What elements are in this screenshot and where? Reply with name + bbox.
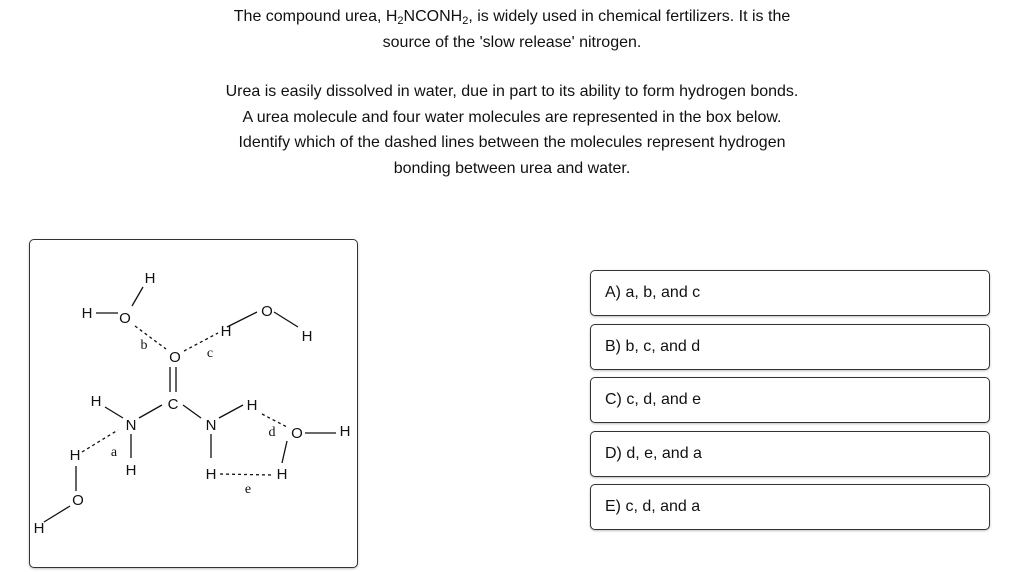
atom-o: O <box>169 349 181 366</box>
intro-line-2: source of the 'slow release' nitrogen. <box>382 33 642 51</box>
atom-o: O <box>119 310 131 327</box>
atom-h: H <box>81 305 93 322</box>
label-c: c <box>206 346 214 361</box>
answer-option-e[interactable]: E) c, d, and a <box>590 484 990 530</box>
atom-n: N <box>205 417 217 434</box>
question-line-1: Urea is easily dissolved in water, due in part to its ability to form hydrogen bonds. <box>225 83 799 100</box>
atom-h: H <box>339 423 351 440</box>
atom-c: C <box>167 396 179 413</box>
molecule-diagram <box>29 239 358 568</box>
atoms <box>34 270 351 537</box>
label-a: a <box>110 445 118 460</box>
label-e: e <box>244 482 252 497</box>
intro-paragraph <box>0 4 1024 55</box>
atom-h: H <box>90 393 102 410</box>
atom-h: H <box>69 447 81 464</box>
atom-h: H <box>33 520 45 537</box>
label-b: b <box>140 338 148 353</box>
atom-h: H <box>246 397 258 414</box>
question-line-3: Identify which of the dashed lines between the molecules represent hydrogen <box>238 134 786 151</box>
atom-h: H <box>205 466 217 483</box>
intro-line-1: The compound urea, $H_2NCONH_2$, is widely used in chemical fertilizers. It is the <box>233 8 791 27</box>
atom-o: O <box>291 425 303 442</box>
answer-option-c[interactable]: C) c, d, and e <box>590 377 990 423</box>
covalent-bonds <box>44 287 336 522</box>
answer-option-a[interactable]: A) a, b, and c <box>590 270 990 316</box>
atom-h: H <box>220 323 232 340</box>
question-line-4: bonding between urea and water. <box>393 159 631 177</box>
atom-o: O <box>261 303 273 320</box>
question-paragraph <box>0 79 1024 181</box>
answer-option-b[interactable]: B) b, c, and d <box>590 324 990 370</box>
atom-o: O <box>72 492 84 509</box>
atom-h: H <box>144 270 156 287</box>
label-d: d <box>268 425 276 440</box>
answer-option-d[interactable]: D) d, e, and a <box>590 431 990 477</box>
question-line-2: A urea molecule and four water molecules are represented in the box below. <box>242 108 782 126</box>
atom-n: N <box>125 417 137 434</box>
atom-h: H <box>125 462 137 479</box>
atom-h: H <box>301 328 313 345</box>
atom-h: H <box>276 466 288 483</box>
molecule-drawing <box>30 240 357 567</box>
answer-options <box>590 270 990 538</box>
